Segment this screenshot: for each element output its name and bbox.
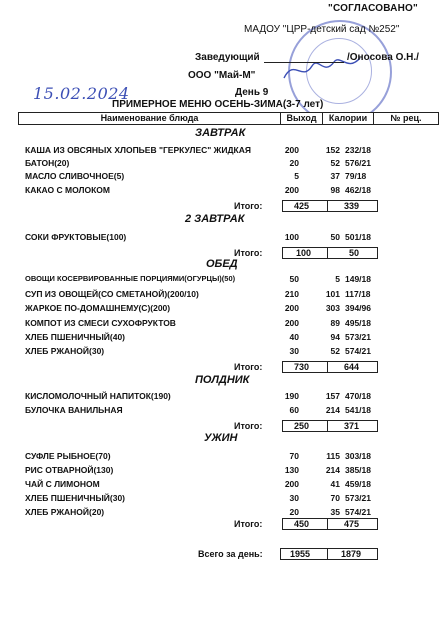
approval-heading: "СОГЛАСОВАНО" — [328, 3, 418, 14]
table-row — [0, 465, 445, 477]
dish-recipe: 459/18 — [345, 479, 371, 489]
table-row — [0, 493, 445, 505]
dish-recipe: 495/18 — [345, 318, 371, 328]
dish-calories: 115 — [326, 451, 340, 461]
table-row — [0, 391, 445, 403]
table-row — [0, 232, 445, 244]
dish-name: МАСЛО СЛИВОЧНОЕ(5) — [25, 171, 125, 181]
day-number: День 9 — [235, 87, 269, 98]
divider — [327, 421, 328, 432]
grand-total-label: Всего за день: — [198, 549, 263, 559]
meal-title: 2 ЗАВТРАК — [185, 213, 245, 225]
dish-output: 210 — [284, 289, 299, 299]
total-output: 450 — [294, 519, 310, 529]
dish-recipe: 573/21 — [345, 332, 371, 342]
table-row — [0, 405, 445, 417]
table-row — [0, 158, 445, 170]
dish-output: 200 — [284, 185, 299, 195]
dish-calories: 98 — [330, 185, 340, 195]
column-calories: Калории — [323, 113, 374, 124]
grand-total-box — [280, 548, 378, 560]
table-row — [0, 507, 445, 519]
dish-calories: 5 — [335, 274, 340, 284]
meal-title: ОБЕД — [206, 258, 238, 270]
total-calories: 339 — [344, 201, 360, 211]
dish-name: СУФЛЕ РЫБНОЕ(70) — [25, 451, 111, 461]
dish-recipe: 573/21 — [345, 493, 371, 503]
head-name: /Оносова О.Н./ — [347, 52, 419, 63]
dish-recipe: 574/21 — [345, 507, 371, 517]
total-label: Итого: — [234, 248, 263, 258]
dish-output: 20 — [289, 507, 299, 517]
dish-name: ХЛЕБ РЖАНОЙ(20) — [25, 507, 105, 517]
table-row — [0, 145, 445, 157]
total-box — [282, 518, 378, 530]
table-row — [0, 479, 445, 491]
dish-output: 190 — [284, 391, 299, 401]
dish-calories: 214 — [325, 405, 340, 415]
dish-name: БУЛОЧКА ВАНИЛЬНАЯ — [25, 405, 123, 415]
dish-name: КАКАО С МОЛОКОМ — [25, 185, 110, 195]
column-output: Выход — [281, 113, 323, 124]
handwritten-date: 15.02.2024 — [33, 84, 130, 103]
dish-calories: 89 — [330, 318, 340, 328]
dish-output: 200 — [284, 318, 299, 328]
dish-name: ХЛЕБ ПШЕНИЧНЫЙ(40) — [25, 332, 125, 342]
dish-calories: 52 — [330, 346, 340, 356]
table-header — [18, 112, 439, 125]
dish-calories: 152 — [325, 145, 340, 155]
total-output: 100 — [296, 248, 312, 258]
dish-calories: 101 — [325, 289, 340, 299]
dish-calories: 303 — [325, 303, 340, 313]
dish-name: КАША ИЗ ОВСЯНЫХ ХЛОПЬЕВ "ГЕРКУЛЕС" ЖИДКАЯ — [25, 145, 251, 155]
meal-title: УЖИН — [204, 432, 238, 444]
table-row — [0, 289, 445, 301]
table-row — [0, 332, 445, 344]
dish-output: 40 — [289, 332, 299, 342]
dish-name: ОВОЩИ КОСЕРВИРОВАННЫЕ ПОРЦИЯМИ(ОГУРЦЫ)(50) — [25, 274, 236, 283]
total-label: Итого: — [234, 362, 263, 372]
dish-recipe: 79/18 — [345, 171, 367, 181]
dish-output: 60 — [289, 405, 299, 415]
column-name: Наименование блюда — [19, 113, 281, 124]
total-output: 425 — [294, 201, 310, 211]
company-name: ООО "Май-М" — [188, 70, 256, 81]
dish-recipe: 576/21 — [345, 158, 371, 168]
table-row — [0, 318, 445, 330]
dish-recipe: 149/18 — [345, 274, 371, 284]
table-row — [0, 274, 445, 286]
dish-recipe: 117/18 — [345, 289, 371, 299]
dish-output: 20 — [289, 158, 299, 168]
total-calories: 475 — [344, 519, 360, 529]
dish-calories: 214 — [325, 465, 340, 475]
dish-recipe: 232/18 — [345, 145, 371, 155]
dish-name: РИС ОТВАРНОЙ(130) — [25, 465, 114, 475]
total-box — [282, 247, 378, 259]
divider — [327, 519, 328, 530]
divider — [327, 362, 328, 373]
dish-output: 5 — [294, 171, 299, 181]
total-output: 730 — [294, 362, 310, 372]
total-label: Итого: — [234, 201, 263, 211]
divider — [327, 549, 328, 560]
menu-title: ПРИМЕРНОЕ МЕНЮ ОСЕНЬ-ЗИМА(3-7 лет) — [112, 99, 324, 110]
total-box — [282, 420, 378, 432]
dish-calories: 52 — [330, 158, 340, 168]
divider — [327, 201, 328, 212]
dish-name: ХЛЕБ ПШЕНИЧНЫЙ(30) — [25, 493, 125, 503]
dish-output: 130 — [284, 465, 299, 475]
dish-name: КОМПОТ ИЗ СМЕСИ СУХОФРУКТОВ — [25, 318, 176, 328]
dish-calories: 70 — [330, 493, 340, 503]
table-row — [0, 185, 445, 197]
dish-recipe: 394/96 — [345, 303, 371, 313]
dish-recipe: 385/18 — [345, 465, 371, 475]
table-row — [0, 346, 445, 358]
total-output: 250 — [294, 421, 310, 431]
dish-name: СОКИ ФРУКТОВЫЕ(100) — [25, 232, 127, 242]
table-row — [0, 303, 445, 315]
meal-title: ПОЛДНИК — [195, 374, 250, 386]
dish-output: 70 — [289, 451, 299, 461]
dish-recipe: 574/21 — [345, 346, 371, 356]
organization-name: МАДОУ "ЦРР-детский сад №252" — [244, 24, 400, 35]
dish-output: 30 — [289, 346, 299, 356]
dish-calories: 35 — [330, 507, 340, 517]
total-box — [282, 361, 378, 373]
total-box — [282, 200, 378, 212]
dish-output: 200 — [284, 479, 299, 489]
dish-output: 200 — [284, 145, 299, 155]
table-row — [0, 451, 445, 463]
dish-name: ЧАЙ С ЛИМОНОМ — [25, 479, 100, 489]
dish-calories: 50 — [330, 232, 340, 242]
grand-total-calories: 1879 — [341, 549, 362, 559]
total-calories: 644 — [344, 362, 360, 372]
total-calories: 50 — [349, 248, 360, 258]
total-calories: 371 — [344, 421, 360, 431]
column-recipe: № рец. — [390, 113, 422, 123]
dish-calories: 157 — [325, 391, 340, 401]
dish-output: 100 — [284, 232, 299, 242]
total-label: Итого: — [234, 519, 263, 529]
dish-recipe: 541/18 — [345, 405, 371, 415]
table-row — [0, 171, 445, 183]
dish-output: 200 — [284, 303, 299, 313]
grand-total-output: 1955 — [290, 549, 311, 559]
dish-output: 30 — [289, 493, 299, 503]
meal-title: ЗАВТРАК — [195, 127, 246, 139]
dish-recipe: 501/18 — [345, 232, 371, 242]
dish-recipe: 303/18 — [345, 451, 371, 461]
divider — [327, 248, 328, 259]
dish-calories: 41 — [330, 479, 340, 489]
dish-calories: 94 — [330, 332, 340, 342]
dish-recipe: 470/18 — [345, 391, 371, 401]
signature-line — [264, 62, 344, 63]
dish-name: ЖАРКОЕ ПО-ДОМАШНЕМУ(С)(200) — [25, 303, 171, 313]
dish-output: 50 — [289, 274, 299, 284]
dish-recipe: 462/18 — [345, 185, 371, 195]
dish-name: БАТОН(20) — [25, 158, 70, 168]
dish-name: КИСЛОМОЛОЧНЫЙ НАПИТОК(190) — [25, 391, 171, 401]
dish-name: СУП ИЗ ОВОЩЕЙ(СО СМЕТАНОЙ)(200/10) — [25, 289, 199, 299]
head-label: Заведующий — [195, 52, 260, 63]
dish-calories: 37 — [330, 171, 340, 181]
total-label: Итого: — [234, 421, 263, 431]
dish-name: ХЛЕБ РЖАНОЙ(30) — [25, 346, 105, 356]
